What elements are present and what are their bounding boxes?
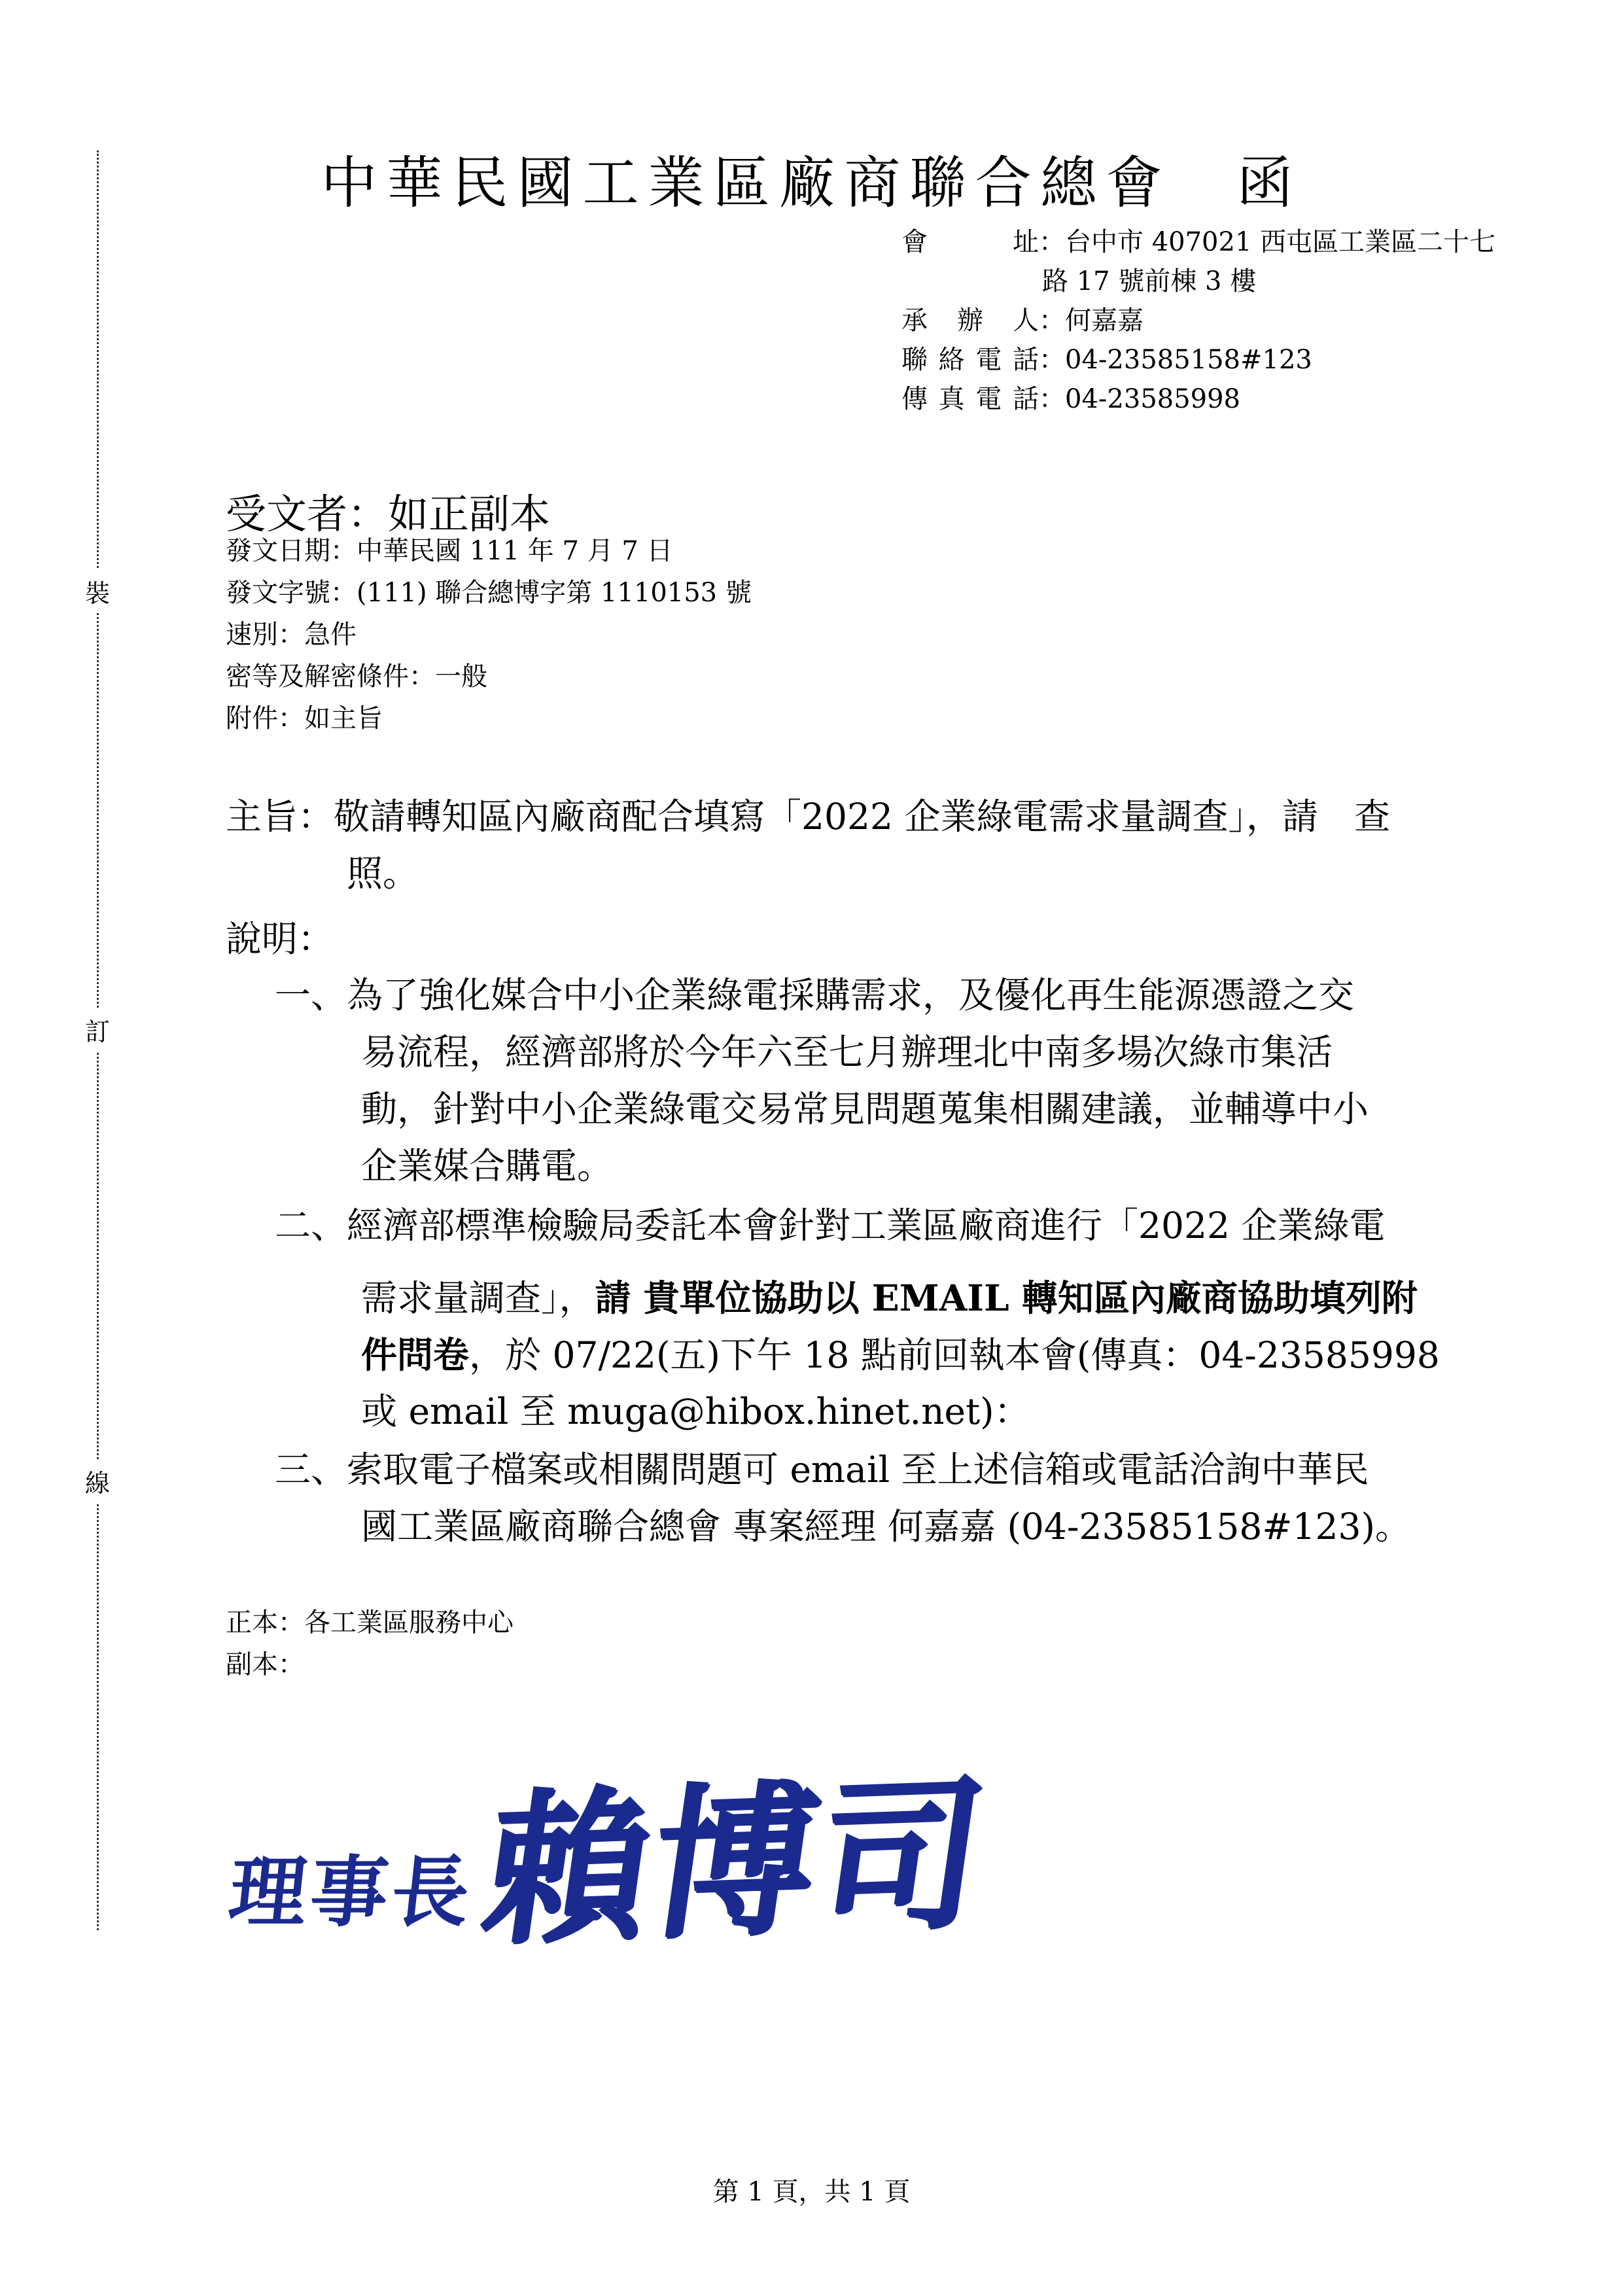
item3-line-1: 三、索取電子檔案或相關問題可 email 至上述信箱或電話洽詢中華民 [275, 1449, 1369, 1491]
copies-block [226, 1602, 514, 1686]
item2-line-3-bold: 件問卷 [361, 1333, 470, 1376]
fax-label: 傳真電話 [901, 384, 1039, 414]
subject-line-2: 照。 [347, 853, 419, 894]
handler-name: 何嘉嘉 [1065, 306, 1143, 336]
attachment: 附件：如主旨 [226, 703, 383, 733]
item2-line-1: 二、經濟部標準檢驗局委託本會針對工業區廠商進行「2022 企業綠電 [275, 1205, 1386, 1246]
document-meta [226, 530, 752, 739]
document-title: 中華民國工業區廠商聯合總會 函 [321, 150, 1302, 216]
binding-char-ding: 訂 [85, 1008, 110, 1051]
item2-line-3 [361, 1326, 1440, 1384]
chairman-signature [224, 1731, 998, 1968]
phone-number: 04-23585158#123 [1065, 345, 1312, 375]
original-recipients: 正本：各工業區服務中心 [226, 1608, 514, 1638]
item1-line-2: 易流程，經濟部將於今年六至七月辦理北中南多場次綠市集活 [361, 1031, 1333, 1073]
phone-label: 聯絡電話 [901, 345, 1039, 375]
item3-line-2: 國工業區廠商聯合總會 專案經理 何嘉嘉 (04-23585158#123)。 [361, 1506, 1411, 1547]
item2-line-2-bold: 請 貴單位協助以 EMAIL 轉知區內廠商協助填列附 [595, 1277, 1418, 1319]
item1-line-4: 企業媒合購電。 [361, 1145, 614, 1187]
duplicate-recipients: 副本： [226, 1650, 304, 1680]
page-footer: 第 1 頁，共 1 頁 [712, 2177, 911, 2207]
recipient: 受文者：如正副本 [226, 490, 551, 538]
subject-line-1: 主旨：敬請轉知區內廠商配合填寫「2022 企業綠電需求量調查」，請 查 [226, 796, 1390, 838]
address-label: 會址 [901, 227, 1039, 257]
contact-block: 會址 ： 台中市 407021 西屯區工業區二十七 路 17 號前棟 3 樓 承辦人 ： 何嘉嘉 聯絡電話 ： 04-23585158#123 傳真電話 ： 04-23585998 [901, 222, 1495, 419]
binding-char-zhuang: 裝 [85, 569, 110, 613]
item2-line-2 [361, 1269, 1418, 1327]
handler-label: 承辦人 [901, 306, 1039, 336]
item2-line-2-normal: 需求量調查」， [361, 1277, 595, 1319]
urgency: 速別：急件 [226, 620, 357, 650]
address-line-2: 路 17 號前棟 3 樓 [1042, 266, 1257, 296]
item2-line-3-normal: ，於 07/22(五)下午 18 點前回執本會(傳真：04-23585998 [469, 1334, 1440, 1376]
fax-number: 04-23585998 [1065, 384, 1241, 414]
explanation-label: 說明： [226, 918, 334, 960]
binding-char-xian: 線 [85, 1459, 110, 1503]
document-number: 發文字號：(111) 聯合總博字第 1110153 號 [226, 578, 752, 608]
item1-line-1: 一、為了強化媒合中小企業綠電採購需求，及優化再生能源憑證之交 [275, 974, 1355, 1016]
security-level: 密等及解密條件：一般 [226, 662, 487, 692]
signature-title: 理事長 [224, 1846, 478, 1937]
item2-line-4: 或 email 至 muga@hibox.hinet.net)： [361, 1390, 1030, 1432]
issue-date: 發文日期：中華民國 111 年 7 月 7 日 [226, 536, 673, 566]
item1-line-3: 動，針對中小企業綠電交易常見問題蒐集相關建議，並輔導中小 [361, 1088, 1369, 1130]
signature-name: 賴博司 [472, 1756, 998, 1968]
address-line-1: 台中市 407021 西屯區工業區二十七 [1065, 227, 1496, 257]
